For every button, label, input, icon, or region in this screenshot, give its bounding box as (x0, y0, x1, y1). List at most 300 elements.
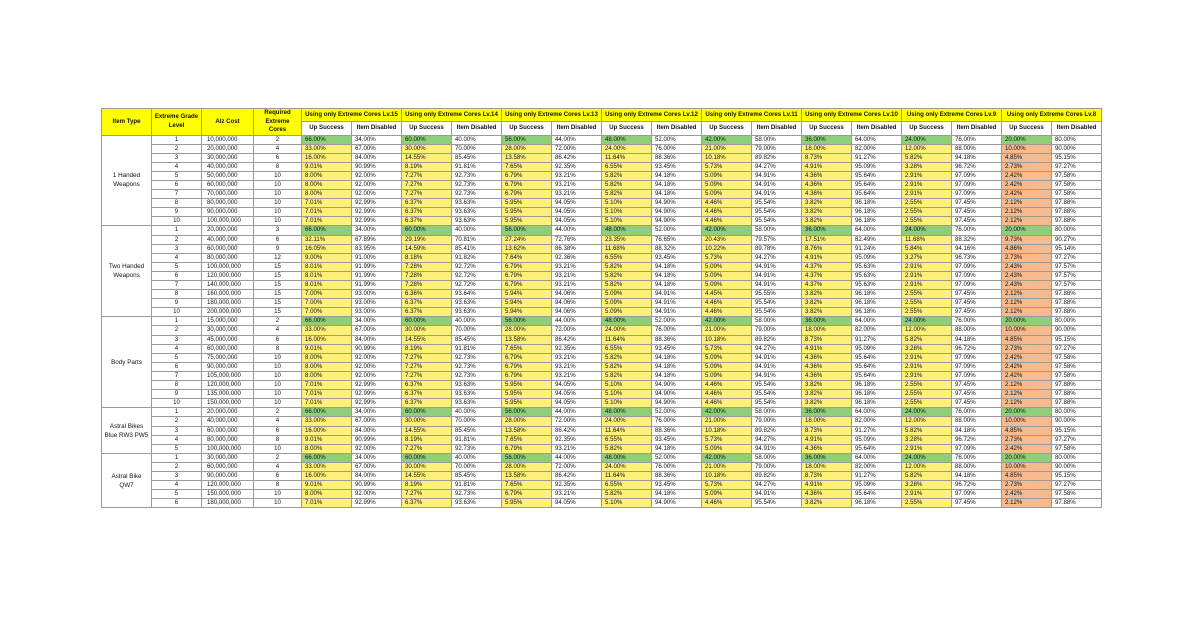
grade-level-cell: 8 (152, 381, 202, 390)
item-disabled-cell: 95.64% (852, 371, 902, 380)
item-disabled-cell: 94.27% (752, 253, 802, 262)
header-level-group: Using only Extreme Cores Lv.14 (402, 109, 502, 122)
item-disabled-cell: 70.81% (452, 235, 502, 244)
item-disabled-cell: 93.21% (552, 444, 602, 453)
up-success-cell: 5.09% (702, 362, 752, 371)
item-disabled-cell: 94.05% (552, 208, 602, 217)
up-success-cell: 4.46% (702, 381, 752, 390)
up-success-cell: 2.42% (1002, 171, 1052, 180)
header-level-group: Using only Extreme Cores Lv.8 (1002, 109, 1102, 122)
item-disabled-cell: 92.35% (552, 344, 602, 353)
up-success-cell: 7.27% (402, 371, 452, 380)
up-success-cell: 3.28% (902, 344, 952, 353)
header-up-success: Up Success (1002, 122, 1052, 135)
item-disabled-cell: 94.05% (552, 499, 602, 508)
item-disabled-cell: 94.18% (652, 180, 702, 189)
up-success-cell: 5.95% (502, 381, 552, 390)
item-disabled-cell: 93.21% (552, 490, 602, 499)
item-disabled-cell: 94.91% (752, 262, 802, 271)
up-success-cell: 5.82% (602, 171, 652, 180)
item-disabled-cell: 96.72% (952, 344, 1002, 353)
table-row (102, 326, 1102, 335)
up-success-cell: 8.76% (802, 244, 852, 253)
grade-level-cell: 2 (152, 462, 202, 471)
alz-cost-cell: 60,000,000 (202, 244, 254, 253)
item-disabled-cell: 95.15% (1052, 153, 1102, 162)
item-disabled-cell: 79.00% (752, 417, 802, 426)
header-item-disabled: Item Disabled (352, 122, 402, 135)
item-disabled-cell: 72.00% (552, 144, 602, 153)
up-success-cell: 2.12% (1002, 499, 1052, 508)
up-success-cell: 10.18% (702, 335, 752, 344)
item-disabled-cell: 90.99% (352, 344, 402, 353)
item-disabled-cell: 34.00% (352, 135, 402, 144)
item-disabled-cell: 34.00% (352, 317, 402, 326)
grade-level-cell: 6 (152, 362, 202, 371)
up-success-cell: 4.36% (802, 190, 852, 199)
up-success-cell: 4.46% (702, 399, 752, 408)
up-success-cell: 10.18% (702, 471, 752, 480)
item-disabled-cell: 82.49% (852, 235, 902, 244)
up-success-cell: 11.64% (602, 335, 652, 344)
grade-level-cell: 1 (152, 135, 202, 144)
up-success-cell: 56.00% (502, 226, 552, 235)
item-disabled-cell: 88.00% (952, 326, 1002, 335)
grade-level-cell: 2 (152, 235, 202, 244)
item-disabled-cell: 91.24% (852, 244, 902, 253)
up-success-cell: 4.45% (702, 290, 752, 299)
up-success-cell: 2.12% (1002, 208, 1052, 217)
up-success-cell: 6.37% (402, 399, 452, 408)
header-item-disabled: Item Disabled (552, 122, 602, 135)
item-disabled-cell: 97.57% (1052, 271, 1102, 280)
item-disabled-cell: 94.18% (952, 471, 1002, 480)
up-success-cell: 2.91% (902, 444, 952, 453)
up-success-cell: 5.84% (902, 244, 952, 253)
grade-level-cell: 5 (152, 490, 202, 499)
table-row (102, 271, 1102, 280)
header-up-success: Up Success (602, 122, 652, 135)
up-success-cell: 6.79% (502, 271, 552, 280)
item-disabled-cell: 92.99% (352, 390, 402, 399)
grade-level-cell: 1 (152, 226, 202, 235)
table-row (102, 153, 1102, 162)
up-success-cell: 11.64% (602, 471, 652, 480)
up-success-cell: 5.10% (602, 208, 652, 217)
item-disabled-cell: 92.00% (352, 171, 402, 180)
table-row (102, 453, 1102, 462)
up-success-cell: 13.58% (502, 335, 552, 344)
item-disabled-cell: 95.64% (852, 353, 902, 362)
up-success-cell: 8.00% (302, 353, 352, 362)
up-success-cell: 21.00% (702, 144, 752, 153)
alz-cost-cell: 50,000,000 (202, 171, 254, 180)
item-disabled-cell: 92.99% (352, 217, 402, 226)
alz-cost-cell: 20,000,000 (202, 144, 254, 153)
up-success-cell: 16.00% (302, 471, 352, 480)
up-success-cell: 3.28% (902, 162, 952, 171)
up-success-cell: 6.79% (502, 371, 552, 380)
up-success-cell: 6.79% (502, 362, 552, 371)
item-disabled-cell: 97.45% (952, 199, 1002, 208)
up-success-cell: 2.12% (1002, 399, 1052, 408)
required-cores-cell: 10 (254, 499, 302, 508)
item-disabled-cell: 92.72% (452, 262, 502, 271)
item-disabled-cell: 97.58% (1052, 362, 1102, 371)
up-success-cell: 24.00% (902, 226, 952, 235)
up-success-cell: 6.37% (402, 390, 452, 399)
up-success-cell: 6.79% (502, 281, 552, 290)
item-disabled-cell: 97.88% (1052, 217, 1102, 226)
up-success-cell: 4.36% (802, 362, 852, 371)
item-disabled-cell: 91.99% (352, 281, 402, 290)
grade-level-cell: 7 (152, 281, 202, 290)
up-success-cell: 2.42% (1002, 190, 1052, 199)
item-disabled-cell: 44.00% (552, 226, 602, 235)
item-disabled-cell: 97.57% (1052, 262, 1102, 271)
up-success-cell: 8.00% (302, 490, 352, 499)
required-cores-cell: 4 (254, 462, 302, 471)
grade-level-cell: 1 (152, 408, 202, 417)
item-disabled-cell: 96.18% (852, 390, 902, 399)
item-disabled-cell: 92.99% (352, 199, 402, 208)
item-disabled-cell: 52.00% (652, 317, 702, 326)
item-disabled-cell: 94.18% (652, 271, 702, 280)
up-success-cell: 8.01% (302, 281, 352, 290)
item-disabled-cell: 70.00% (452, 462, 502, 471)
item-disabled-cell: 96.18% (852, 208, 902, 217)
up-success-cell: 4.46% (702, 308, 752, 317)
item-disabled-cell: 52.00% (652, 453, 702, 462)
item-type-group: Two Handed Weapons (102, 226, 152, 317)
up-success-cell: 7.27% (402, 171, 452, 180)
up-success-cell: 36.00% (802, 226, 852, 235)
item-disabled-cell: 93.21% (552, 371, 602, 380)
item-disabled-cell: 94.91% (652, 290, 702, 299)
item-disabled-cell: 97.88% (1052, 399, 1102, 408)
item-disabled-cell: 76.00% (652, 144, 702, 153)
item-disabled-cell: 94.18% (652, 490, 702, 499)
table-row (102, 262, 1102, 271)
item-disabled-cell: 92.73% (452, 371, 502, 380)
item-disabled-cell: 92.35% (552, 435, 602, 444)
item-disabled-cell: 97.45% (952, 399, 1002, 408)
up-success-cell: 6.55% (602, 344, 652, 353)
header-item-disabled: Item Disabled (652, 122, 702, 135)
item-disabled-cell: 70.00% (452, 326, 502, 335)
item-disabled-cell: 93.45% (652, 481, 702, 490)
table-row (102, 171, 1102, 180)
up-success-cell: 7.27% (402, 362, 452, 371)
up-success-cell: 33.00% (302, 144, 352, 153)
up-success-cell: 2.55% (902, 290, 952, 299)
up-success-cell: 66.00% (302, 453, 352, 462)
table-row (102, 208, 1102, 217)
item-disabled-cell: 91.81% (452, 162, 502, 171)
up-success-cell: 3.82% (802, 381, 852, 390)
item-disabled-cell: 91.27% (852, 426, 902, 435)
alz-cost-cell: 30,000,000 (202, 326, 254, 335)
item-disabled-cell: 94.05% (552, 399, 602, 408)
item-disabled-cell: 92.00% (352, 362, 402, 371)
item-disabled-cell: 94.91% (752, 444, 802, 453)
item-disabled-cell: 96.73% (952, 253, 1002, 262)
up-success-cell: 7.28% (402, 271, 452, 280)
up-success-cell: 5.95% (502, 208, 552, 217)
table-row (102, 381, 1102, 390)
item-disabled-cell: 34.00% (352, 453, 402, 462)
item-disabled-cell: 91.81% (452, 481, 502, 490)
alz-cost-cell: 60,000,000 (202, 180, 254, 189)
item-disabled-cell: 93.00% (352, 290, 402, 299)
table-row (102, 471, 1102, 480)
item-disabled-cell: 70.00% (452, 144, 502, 153)
up-success-cell: 5.82% (602, 281, 652, 290)
up-success-cell: 24.00% (902, 453, 952, 462)
item-disabled-cell: 82.00% (852, 144, 902, 153)
item-disabled-cell: 44.00% (552, 453, 602, 462)
required-cores-cell: 15 (254, 299, 302, 308)
up-success-cell: 10.00% (1002, 462, 1052, 471)
item-disabled-cell: 92.99% (352, 208, 402, 217)
up-success-cell: 2.91% (902, 281, 952, 290)
alz-cost-cell: 150,000,000 (202, 399, 254, 408)
required-cores-cell: 8 (254, 481, 302, 490)
item-disabled-cell: 94.18% (952, 426, 1002, 435)
table-row (102, 317, 1102, 326)
up-success-cell: 5.10% (602, 399, 652, 408)
item-disabled-cell: 92.73% (452, 190, 502, 199)
required-cores-cell: 8 (254, 435, 302, 444)
table-row (102, 399, 1102, 408)
item-type-group: Astral Bike QW7 (102, 453, 152, 508)
item-disabled-cell: 93.63% (452, 390, 502, 399)
up-success-cell: 48.00% (602, 317, 652, 326)
item-disabled-cell: 92.99% (352, 399, 402, 408)
item-disabled-cell: 94.18% (652, 371, 702, 380)
up-success-cell: 2.42% (1002, 444, 1052, 453)
required-cores-cell: 10 (254, 190, 302, 199)
header-up-success: Up Success (302, 122, 352, 135)
header-alz-cost: Alz Cost (202, 109, 254, 136)
item-disabled-cell: 95.54% (752, 308, 802, 317)
item-disabled-cell: 95.54% (752, 399, 802, 408)
up-success-cell: 2.42% (1002, 180, 1052, 189)
alz-cost-cell: 90,000,000 (202, 362, 254, 371)
up-success-cell: 14.55% (402, 153, 452, 162)
up-success-cell: 60.00% (402, 453, 452, 462)
up-success-cell: 6.37% (402, 208, 452, 217)
grade-level-cell: 6 (152, 180, 202, 189)
up-success-cell: 30.00% (402, 417, 452, 426)
grade-level-cell: 5 (152, 171, 202, 180)
up-success-cell: 5.73% (702, 253, 752, 262)
item-disabled-cell: 94.06% (552, 308, 602, 317)
item-disabled-cell: 95.09% (852, 162, 902, 171)
alz-cost-cell: 45,000,000 (202, 335, 254, 344)
up-success-cell: 18.00% (802, 144, 852, 153)
item-disabled-cell: 94.18% (652, 353, 702, 362)
grade-level-cell: 6 (152, 271, 202, 280)
up-success-cell: 8.00% (302, 362, 352, 371)
item-disabled-cell: 67.00% (352, 417, 402, 426)
table-row (102, 253, 1102, 262)
up-success-cell: 5.73% (702, 162, 752, 171)
up-success-cell: 6.79% (502, 171, 552, 180)
grade-level-cell: 3 (152, 426, 202, 435)
alz-cost-cell: 40,000,000 (202, 162, 254, 171)
up-success-cell: 12.00% (902, 144, 952, 153)
item-disabled-cell: 94.90% (652, 399, 702, 408)
item-disabled-cell: 64.00% (852, 226, 902, 235)
item-disabled-cell: 92.73% (452, 171, 502, 180)
up-success-cell: 6.55% (602, 481, 652, 490)
up-success-cell: 2.12% (1002, 217, 1052, 226)
up-success-cell: 6.79% (502, 490, 552, 499)
item-disabled-cell: 97.88% (1052, 390, 1102, 399)
item-disabled-cell: 97.27% (1052, 253, 1102, 262)
item-disabled-cell: 91.82% (452, 253, 502, 262)
item-disabled-cell: 89.82% (752, 426, 802, 435)
grade-level-cell: 5 (152, 353, 202, 362)
item-disabled-cell: 95.64% (852, 190, 902, 199)
header-up-success: Up Success (502, 122, 552, 135)
required-cores-cell: 10 (254, 180, 302, 189)
item-disabled-cell: 88.36% (652, 426, 702, 435)
up-success-cell: 8.00% (302, 171, 352, 180)
item-disabled-cell: 72.00% (552, 417, 602, 426)
up-success-cell: 28.00% (502, 326, 552, 335)
item-disabled-cell: 93.63% (452, 399, 502, 408)
table-row (102, 499, 1102, 508)
item-disabled-cell: 94.18% (652, 190, 702, 199)
up-success-cell: 6.79% (502, 180, 552, 189)
required-cores-cell: 3 (254, 226, 302, 235)
alz-cost-cell: 150,000,000 (202, 490, 254, 499)
item-disabled-cell: 72.76% (552, 235, 602, 244)
header-item-disabled: Item Disabled (452, 122, 502, 135)
up-success-cell: 48.00% (602, 226, 652, 235)
up-success-cell: 16.00% (302, 153, 352, 162)
up-success-cell: 7.00% (302, 290, 352, 299)
grade-level-cell: 10 (152, 308, 202, 317)
alz-cost-cell: 20,000,000 (202, 226, 254, 235)
item-disabled-cell: 91.99% (352, 262, 402, 271)
item-disabled-cell: 44.00% (552, 135, 602, 144)
alz-cost-cell: 30,000,000 (202, 153, 254, 162)
up-success-cell: 4.85% (1002, 426, 1052, 435)
up-success-cell: 8.01% (302, 262, 352, 271)
up-success-cell: 2.55% (902, 381, 952, 390)
table-row (102, 290, 1102, 299)
item-disabled-cell: 97.45% (952, 308, 1002, 317)
item-disabled-cell: 79.00% (752, 326, 802, 335)
item-disabled-cell: 93.21% (552, 262, 602, 271)
up-success-cell: 3.82% (802, 499, 852, 508)
item-disabled-cell: 94.27% (752, 481, 802, 490)
up-success-cell: 2.55% (902, 399, 952, 408)
item-disabled-cell: 93.63% (452, 499, 502, 508)
item-disabled-cell: 90.00% (1052, 144, 1102, 153)
item-disabled-cell: 93.63% (452, 299, 502, 308)
required-cores-cell: 4 (254, 144, 302, 153)
table-row (102, 281, 1102, 290)
up-success-cell: 3.82% (802, 399, 852, 408)
item-disabled-cell: 80.00% (1052, 453, 1102, 462)
up-success-cell: 9.01% (302, 344, 352, 353)
grade-level-cell: 7 (152, 371, 202, 380)
up-success-cell: 6.37% (402, 381, 452, 390)
grade-level-cell: 10 (152, 217, 202, 226)
item-disabled-cell: 64.00% (852, 135, 902, 144)
item-disabled-cell: 76.00% (952, 408, 1002, 417)
item-disabled-cell: 97.58% (1052, 190, 1102, 199)
up-success-cell: 2.43% (1002, 271, 1052, 280)
item-disabled-cell: 95.64% (852, 490, 902, 499)
up-success-cell: 2.73% (1002, 162, 1052, 171)
item-disabled-cell: 80.00% (1052, 135, 1102, 144)
up-success-cell: 2.42% (1002, 490, 1052, 499)
up-success-cell: 8.01% (302, 271, 352, 280)
item-disabled-cell: 90.00% (1052, 462, 1102, 471)
required-cores-cell: 4 (254, 417, 302, 426)
item-disabled-cell: 93.21% (552, 271, 602, 280)
table-row (102, 344, 1102, 353)
grade-level-cell: 4 (152, 481, 202, 490)
item-disabled-cell: 94.18% (652, 362, 702, 371)
table-row (102, 217, 1102, 226)
up-success-cell: 12.00% (902, 326, 952, 335)
up-success-cell: 5.09% (702, 271, 752, 280)
item-disabled-cell: 67.00% (352, 462, 402, 471)
required-cores-cell: 6 (254, 471, 302, 480)
up-success-cell: 10.00% (1002, 417, 1052, 426)
up-success-cell: 20.43% (702, 235, 752, 244)
header-row-levels (102, 109, 1102, 122)
up-success-cell: 5.82% (602, 262, 652, 271)
item-disabled-cell: 93.21% (552, 362, 602, 371)
item-disabled-cell: 76.00% (652, 417, 702, 426)
item-disabled-cell: 97.45% (952, 381, 1002, 390)
up-success-cell: 2.91% (902, 490, 952, 499)
table-row (102, 426, 1102, 435)
item-disabled-cell: 40.00% (452, 453, 502, 462)
up-success-cell: 3.82% (802, 290, 852, 299)
up-success-cell: 4.85% (1002, 153, 1052, 162)
up-success-cell: 56.00% (502, 453, 552, 462)
item-disabled-cell: 97.58% (1052, 353, 1102, 362)
up-success-cell: 3.82% (802, 217, 852, 226)
item-disabled-cell: 93.21% (552, 171, 602, 180)
up-success-cell: 21.00% (702, 417, 752, 426)
header-up-success: Up Success (802, 122, 852, 135)
up-success-cell: 18.00% (802, 462, 852, 471)
up-success-cell: 24.00% (602, 462, 652, 471)
item-disabled-cell: 92.99% (352, 381, 402, 390)
item-disabled-cell: 90.99% (352, 162, 402, 171)
alz-cost-cell: 140,000,000 (202, 281, 254, 290)
item-disabled-cell: 92.00% (352, 180, 402, 189)
grade-level-cell: 4 (152, 253, 202, 262)
up-success-cell: 9.01% (302, 435, 352, 444)
alz-cost-cell: 180,000,000 (202, 299, 254, 308)
up-success-cell: 5.95% (502, 217, 552, 226)
alz-cost-cell: 40,000,000 (202, 235, 254, 244)
grade-level-cell: 2 (152, 417, 202, 426)
header-up-success: Up Success (902, 122, 952, 135)
item-disabled-cell: 88.32% (652, 244, 702, 253)
header-required-cores: Required Extreme Cores (254, 109, 302, 136)
